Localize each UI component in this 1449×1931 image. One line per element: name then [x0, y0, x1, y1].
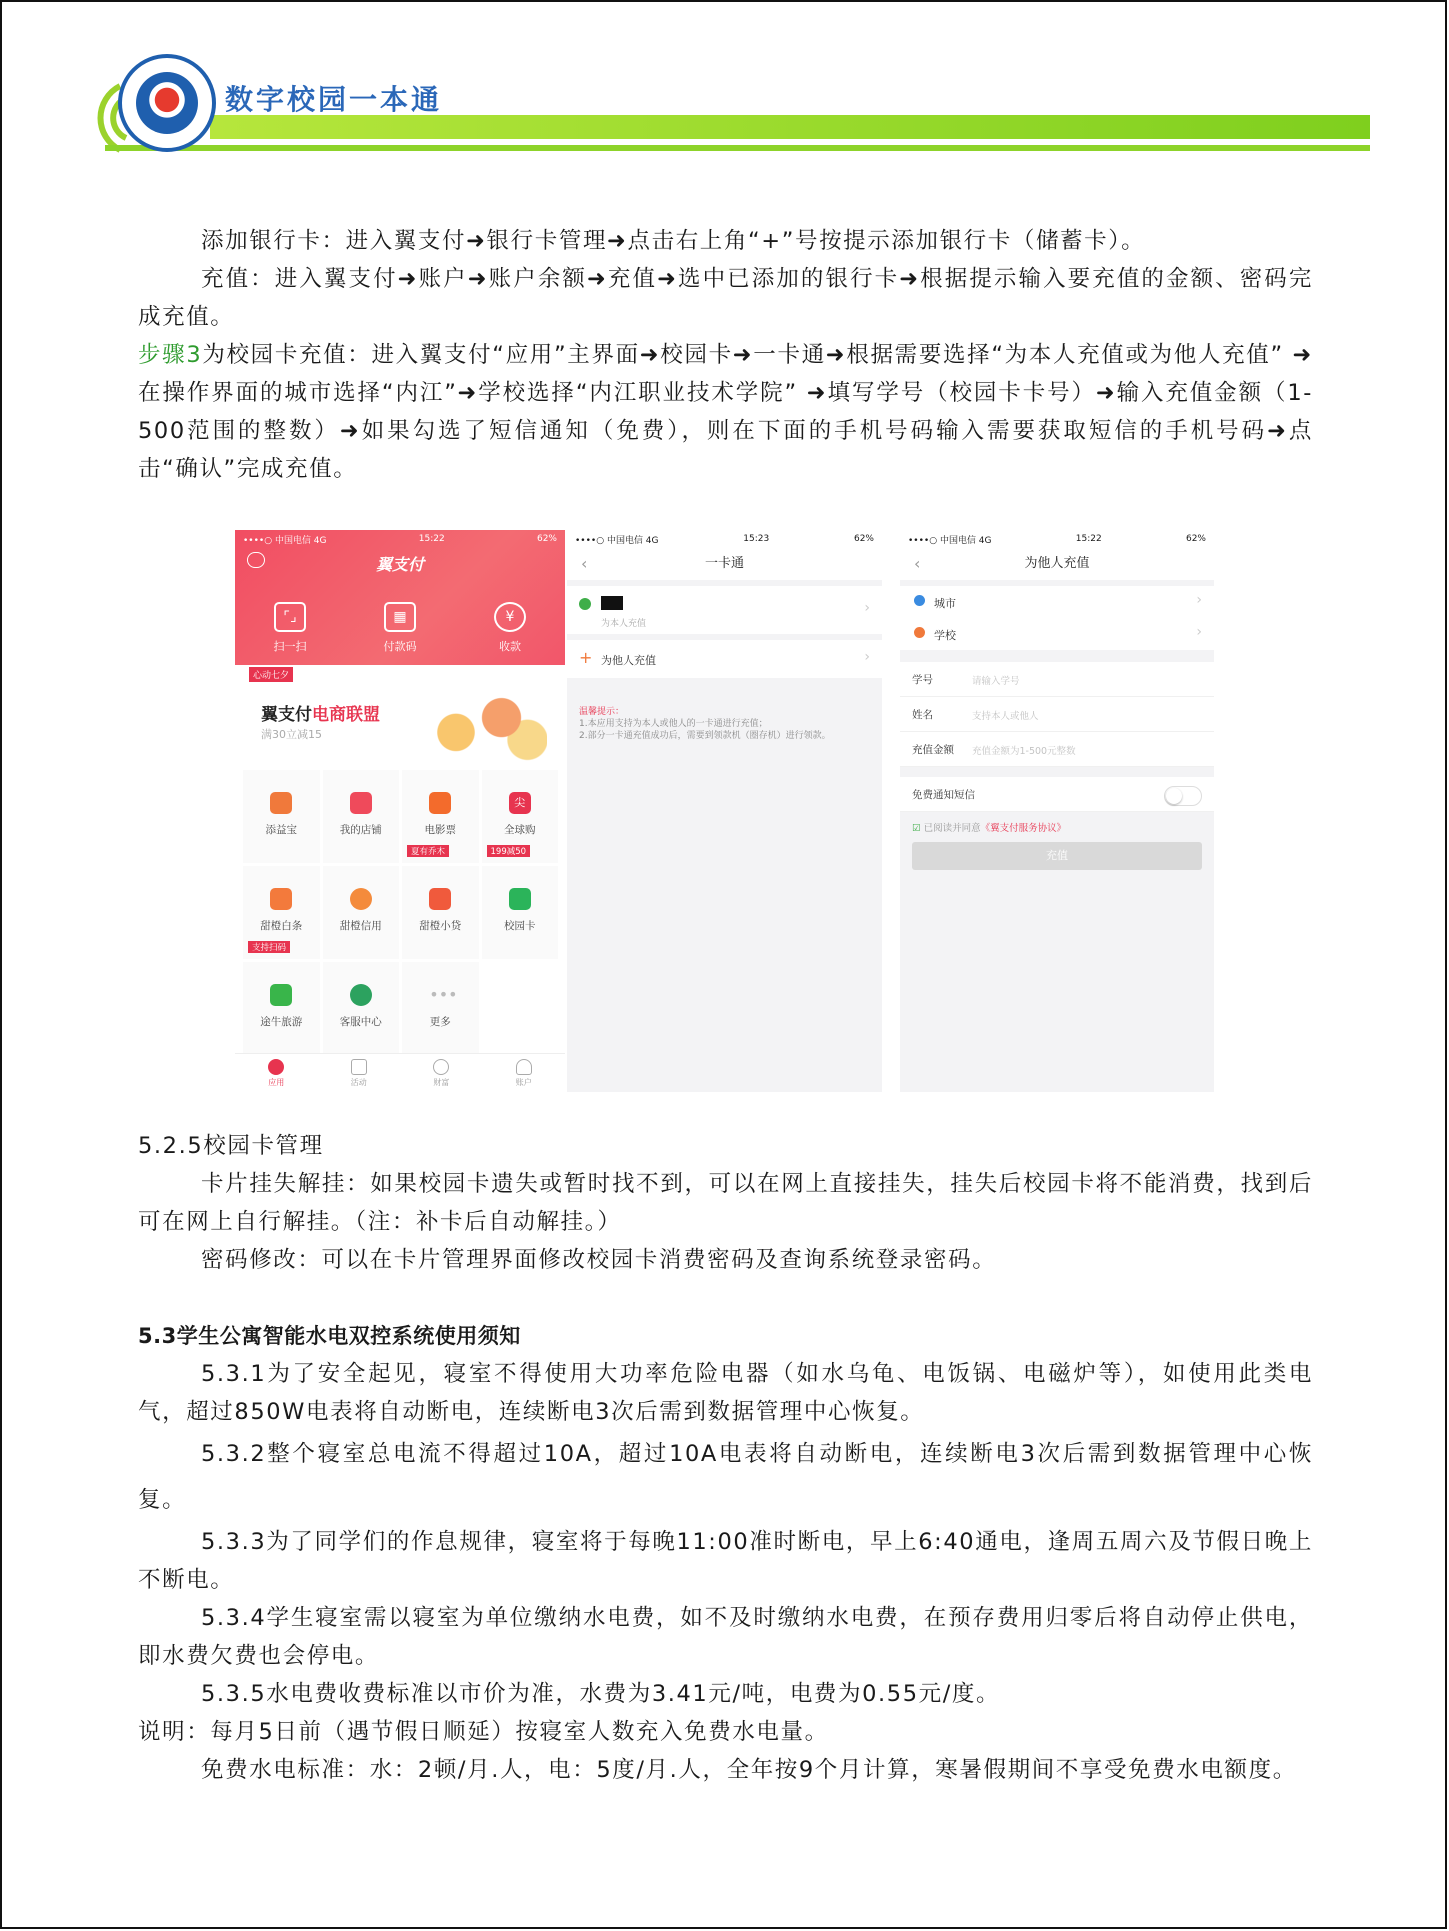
- bestpay-title: 翼支付: [375, 555, 424, 574]
- school-logo: [118, 54, 216, 152]
- orange-slice-icon: [350, 888, 372, 910]
- promo-banner[interactable]: 翼支付电商联盟 满30立减15: [243, 682, 557, 766]
- tab-wealth[interactable]: 财富: [400, 1054, 483, 1092]
- app-more[interactable]: ••• 更多: [402, 962, 479, 1055]
- app-campus-card[interactable]: 校园卡: [482, 866, 559, 959]
- section-525-title: 5.2.5校园卡管理: [138, 1133, 324, 1159]
- tab-activity[interactable]: 活动: [318, 1054, 401, 1092]
- para-note: 说明：每月5日前（遇节假日顺延）按寝室人数充入免费水电量。: [138, 1719, 829, 1745]
- step3-label: 步骤3: [138, 342, 203, 368]
- para-recharge: 充值：进入翼支付➜账户➜账户余额➜充值➜选中已添加的银行卡➜根据提示输入要充值的金额、密码完成充值。: [138, 266, 1313, 330]
- movie-icon: [429, 792, 451, 814]
- app-service[interactable]: 客服中心: [323, 962, 400, 1055]
- app-movie[interactable]: 电影票 夏有乔木: [402, 770, 479, 863]
- scan-icon: ⌜⌟: [274, 602, 306, 632]
- receive-button[interactable]: ¥ 收款: [455, 602, 565, 654]
- global-buy-icon: 尖: [509, 792, 531, 814]
- chevron-right-icon: ›: [1196, 592, 1202, 608]
- app-tianyibao[interactable]: 添益宝: [243, 770, 320, 863]
- nav-bar: ‹ 一卡通: [567, 548, 882, 580]
- check-icon: ☑: [912, 823, 921, 834]
- para-531: 5.3.1为了安全起见，寝室不得使用大功率危险电器（如水乌龟、电饭锅、电磁炉等），如使用此类电气，超过850W电表将自动断电，连续断电3次后需到数据管理中心恢复。: [138, 1361, 1313, 1425]
- recharge-button[interactable]: 充值: [912, 842, 1202, 870]
- piggy-icon: [270, 792, 292, 814]
- paycode-button[interactable]: ▦ 付款码: [345, 602, 455, 654]
- nav-bar: ‹ 为他人充值: [900, 548, 1214, 580]
- user-icon: [579, 598, 591, 610]
- header-green-bar: [210, 115, 1370, 139]
- app-tuniu[interactable]: 途牛旅游: [243, 962, 320, 1055]
- gift-icon: [351, 1059, 367, 1075]
- body-bottom: [138, 1127, 1313, 1789]
- loan-icon: [429, 888, 451, 910]
- back-icon[interactable]: ‹: [581, 554, 588, 573]
- plus-icon: +: [579, 648, 593, 667]
- promo-tag: 心动七夕: [249, 667, 293, 682]
- bestpay-actions: [235, 602, 565, 654]
- location-icon: [914, 595, 925, 606]
- user-icon: [516, 1059, 532, 1075]
- para-532: 5.3.2整个寝室总电流不得超过10A，超过10A电表将自动断电，连续断电3次后需到数据管理中心恢复。: [138, 1441, 1313, 1513]
- field-amount[interactable]: 充值金额 充值金额为1-500元整数: [900, 732, 1214, 767]
- back-icon[interactable]: ‹: [914, 554, 921, 573]
- school-icon: [914, 627, 925, 638]
- status-bar: ••••○ 中国电信 4G 15:22 62%: [900, 530, 1214, 548]
- status-bar: ••••○ 中国电信 4G 15:23 62%: [567, 530, 882, 548]
- app-orange-credit[interactable]: 甜橙信用: [323, 866, 400, 959]
- agreement[interactable]: ☑ 已阅读并同意《翼支付服务协议》: [912, 823, 1067, 834]
- step3-text: 为校园卡充值：进入翼支付“应用”主界面➜校园卡➜一卡通➜根据需要选择“为本人充值或为他人充值” ➜在操作界面的城市选择“内江”➜学校选择“内江职业技术学院” ➜填写学号（校园卡卡号）➜输入充值金额（1-500范围的整数）➜如果勾选了短信通知（免费），则在下面的手机号码输入需要获取短信的手机号码➜点击“确认”完成充值。: [138, 342, 1313, 482]
- app-orange-loan[interactable]: 甜橙小贷: [402, 866, 479, 959]
- para-535: 5.3.5水电费收费标准以市价为准，水费为3.41元/吨，电费为0.55元/度。: [201, 1681, 1001, 1707]
- para-password: 密码修改：可以在卡片管理界面修改校园卡消费密码及查询系统登录密码。: [201, 1247, 997, 1273]
- app-global-buy[interactable]: 尖 全球购 199减50: [482, 770, 559, 863]
- sms-toggle[interactable]: [1164, 786, 1202, 806]
- phone-bestpay-home: [235, 530, 565, 1092]
- page-header: [80, 48, 1370, 158]
- para-534: 5.3.4学生寝室需以寝室为单位缴纳水电费，如不及时缴纳水电费，在预存费用归零后将自动停止供电，即水费欠费也会停电。: [138, 1605, 1313, 1669]
- row-sms: 免费通知短信: [900, 777, 1214, 812]
- para-free-quota: 免费水电标准：水：2顿/月.人，电：5度/月.人，全年按9个月计算，寒暑假期间不享受免费水电额度。: [201, 1757, 1297, 1783]
- wealth-icon: [433, 1059, 449, 1075]
- orange-icon: [270, 888, 292, 910]
- redacted-name: [601, 596, 623, 610]
- section-53-title: 5.3学生公寓智能水电双控系统使用须知: [138, 1324, 521, 1348]
- chevron-right-icon: ›: [1196, 624, 1202, 640]
- header-green-line: [105, 145, 1370, 151]
- para-step3: [138, 336, 1313, 488]
- cow-icon: [270, 984, 292, 1006]
- body-top: [138, 222, 1313, 488]
- para-add-card: 添加银行卡：进入翼支付➜银行卡管理➜点击右上角“+”号按提示添加银行卡（储蓄卡）。: [201, 228, 1146, 254]
- apps-icon: [268, 1059, 284, 1075]
- chevron-right-icon: ›: [864, 649, 870, 665]
- scan-button[interactable]: ⌜⌟ 扫一扫: [235, 602, 345, 654]
- tab-apps[interactable]: 应用: [235, 1054, 318, 1092]
- qrcode-icon: ▦: [384, 602, 416, 632]
- para-533: 5.3.3为了同学们的作息规律，寝室将于每晚11:00准时断电，早上6:40通电，逢周五周六及节假日晚上不断电。: [138, 1529, 1313, 1593]
- field-name[interactable]: 姓名 支持本人或他人: [900, 697, 1214, 732]
- field-student-id[interactable]: 学号 请输入学号: [900, 662, 1214, 697]
- row-other-recharge[interactable]: + 为他人充值 ›: [567, 640, 882, 678]
- bottom-tabs: [235, 1053, 565, 1092]
- card-icon: [509, 888, 531, 910]
- shop-icon: [350, 792, 372, 814]
- chevron-right-icon: ›: [864, 600, 870, 616]
- status-bar: ••••○ 中国电信 4G 15:22 62%: [243, 534, 557, 546]
- app-grid: [243, 770, 557, 1055]
- phone-screenshots: [235, 530, 1214, 1092]
- phone-onecard: [567, 530, 882, 1092]
- tab-account[interactable]: 账户: [483, 1054, 566, 1092]
- headset-icon: [350, 984, 372, 1006]
- phone-recharge-other: [900, 530, 1214, 1092]
- row-school[interactable]: 学校 ›: [900, 618, 1214, 650]
- para-report-loss: 卡片挂失解挂：如果校园卡遗失或暂时找不到，可以在网上直接挂失，挂失后校园卡将不能消费，找到后可在网上自行解挂。（注：补卡后自动解挂。）: [138, 1171, 1313, 1235]
- yuan-icon: ¥: [494, 602, 526, 632]
- app-orange-iou[interactable]: 甜橙白条 支持扫码: [243, 866, 320, 959]
- banner-illustration: [417, 688, 547, 762]
- more-dots-icon: •••: [429, 985, 458, 1004]
- tip-box: 温馨提示： 1.本应用支持为本人或他人的一卡通进行充值； 2.部分一卡通充值成功后，需要到领款机（圈存机）进行领款。: [579, 707, 831, 741]
- brand-title: 数字校园一本通: [225, 83, 443, 116]
- row-self-recharge[interactable]: 为本人充值 ›: [567, 586, 882, 634]
- app-my-shop[interactable]: 我的店铺: [323, 770, 400, 863]
- row-city[interactable]: 城市 ›: [900, 586, 1214, 618]
